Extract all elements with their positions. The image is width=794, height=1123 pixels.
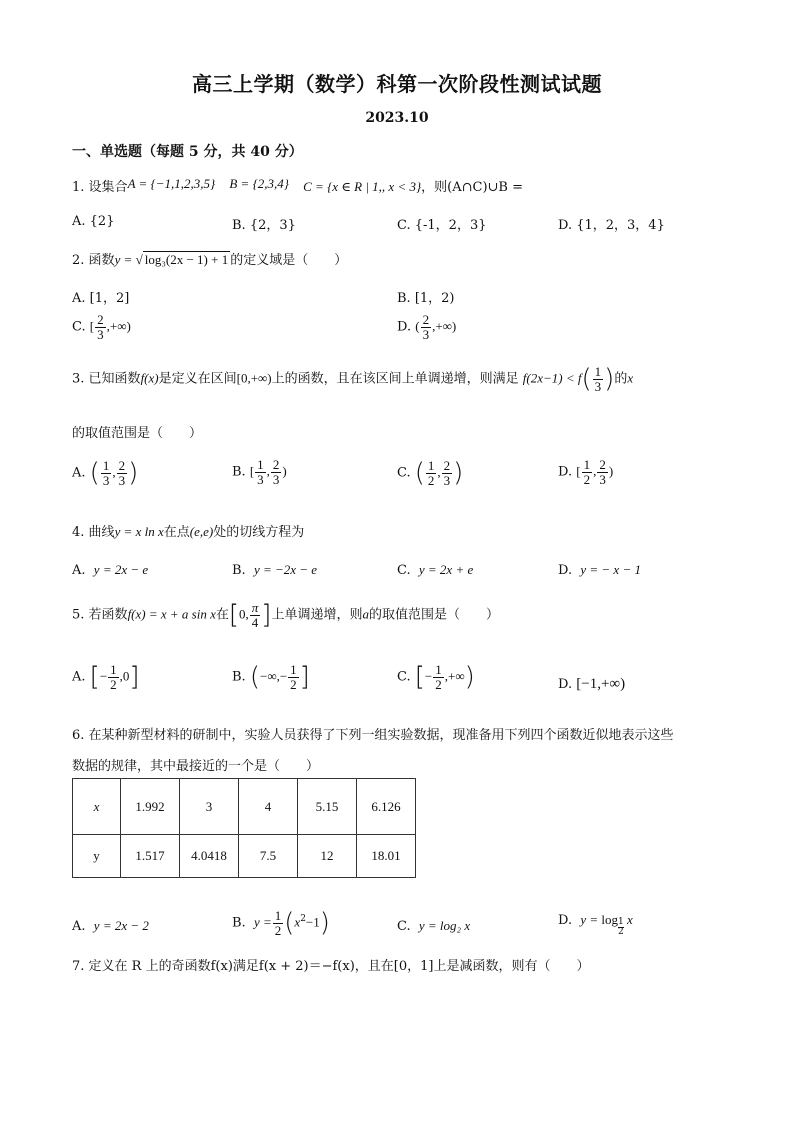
question-3: 3. 已知函数f(x)是定义在区间[0,+∞)上的函数，且在该区间上单调递增，则满足 f(2x−1) < f( $\frac{1}{3}$ )的x (72, 363, 634, 394)
q6-option-d: D. y = log $\frac{1}{2}$ x (558, 912, 633, 937)
table-cell: 3 (180, 779, 239, 835)
q2-expr-left: y = (114, 252, 136, 267)
table-cell: 5.15 (298, 779, 357, 835)
q1-set-c: C = {x ∈ R | 1,, x < 3} (303, 179, 422, 194)
q2-ask: 的定义域是（ ） (230, 253, 348, 268)
q6-number: 6. (72, 728, 85, 743)
q5-option-a: A. [− $\frac{1}{2}$ ,0] (72, 661, 140, 692)
table-cell: x (73, 779, 121, 835)
table-cell: 18.01 (357, 835, 416, 878)
q3-inequality: f(2x−1) < f (522, 370, 582, 386)
q5-option-c: C. [− $\frac{1}{2}$ ,+∞) (397, 661, 475, 692)
q2-option-d: D. ( $\frac{2}{3}$ ,+∞) (397, 312, 457, 342)
q1-option-a: A. {2} (72, 214, 115, 229)
q1-option-d: D. {1，2，3，4} (558, 218, 665, 233)
q4-option-d: D. y = − x − 1 (558, 562, 641, 578)
table-cell: 6.126 (357, 779, 416, 835)
q2-option-b: B. [1，2) (397, 291, 455, 306)
q1-ask: ，则(A∩C)∪B = (421, 180, 524, 195)
q7-text: 定义在 R 上的奇函数f(x)满足f(x + 2)＝−f(x)，且在[0，1]上是减函数，则有（ ） (88, 959, 590, 974)
q5-option-b: B. (−∞,− $\frac{1}{2}$ ] (232, 661, 310, 692)
table-cell: 4.0418 (180, 835, 239, 878)
q5-func: f(x) = x + a sin x (127, 606, 216, 622)
q3-interval: [0,+∞) (236, 370, 272, 386)
exam-date: 2023.10 (365, 110, 429, 126)
q3-number: 3. (72, 371, 85, 387)
question-4: 4. 曲线y = x ln x在点(e,e)处的切线方程为 (72, 524, 305, 540)
q1-option-c: C. {-1，2，3} (397, 218, 487, 233)
q6-option-c: C. y = log₂ x (397, 918, 471, 934)
q6-option-b: B. y = $\frac{1}{2}$ $(x^2-1)$ (232, 907, 330, 938)
page-title: 高三上学期（数学）科第一次阶段性测试试题 (192, 72, 602, 96)
q1-set-b: B = {2,3,4} (229, 176, 289, 191)
q2-option-c: C. [ $\frac{2}{3}$ ,+∞) (72, 312, 131, 342)
table-cell: 1.517 (121, 835, 180, 878)
q2-lead: 函数 (88, 253, 115, 268)
question-2: 2. 函数y = √ log₃(2x − 1) + 1 的定义域是（ ） (72, 252, 348, 268)
q3-line2: 的取值范围是（ ） (72, 426, 203, 441)
q4-point: (e,e) (189, 524, 214, 539)
table-cell: y (73, 835, 121, 878)
q4-curve: y = x ln x (114, 524, 164, 539)
q7-number: 7. (72, 959, 85, 974)
q5-option-d: D. [−1,+∞) (558, 676, 626, 692)
q4-option-c: C. y = 2x + e (397, 562, 474, 578)
q1-set-a: A = {−1,1,2,3,5} (127, 176, 216, 191)
q3-option-b: B. [ $\frac{1}{3}$ , $\frac{2}{3}$ ) (232, 457, 287, 487)
q4-number: 4. (72, 525, 85, 540)
q6-line2: 数据的规律，其中最接近的一个是（ ） (72, 759, 320, 774)
q3-option-a: A. ( $\frac{1}{3}$ , $\frac{2}{3}$ ) (72, 457, 139, 488)
q6-option-a: A. y = 2x − 2 (72, 918, 149, 934)
data-table (72, 778, 416, 878)
q3-fx: f(x) (140, 370, 159, 386)
q4-option-a: A. y = 2x − e (72, 562, 149, 578)
q2-expr-sqrt: log₃(2x − 1) + 1 (144, 252, 229, 267)
q2-option-a: A. [1，2] (72, 291, 130, 306)
section-heading: 一、单选题（每题 5 分，共 40 分） (72, 144, 303, 160)
q1-number: 1. (72, 180, 85, 195)
table-cell: 12 (298, 835, 357, 878)
q1-option-b: B. {2，3} (232, 218, 296, 233)
q4-option-b: B. y = −2x − e (232, 562, 318, 578)
question-5: 5. 若函数f(x) = x + a sin x在[0, $\frac{\pi}{4}$ ]上单调递增，则a的取值范围是（ ） (72, 599, 499, 630)
q5-number: 5. (72, 607, 85, 623)
q3-option-c: C. ( $\frac{1}{2}$ , $\frac{2}{3}$ ) (397, 457, 464, 488)
question-1 (72, 176, 523, 195)
question-7 (72, 955, 589, 974)
q3-option-d: D. [ $\frac{1}{2}$ , $\frac{2}{3}$ ) (558, 457, 614, 487)
q2-number: 2. (72, 253, 85, 268)
table-cell: 7.5 (239, 835, 298, 878)
table-cell: 4 (239, 779, 298, 835)
question-6: 6. 在某种新型材料的研制中，实验人员获得了下列一组实验数据，现准备用下列四个函数近似地表示这些 (72, 728, 674, 743)
table-cell: 1.992 (121, 779, 180, 835)
q1-lead: 设集合 (88, 180, 128, 195)
